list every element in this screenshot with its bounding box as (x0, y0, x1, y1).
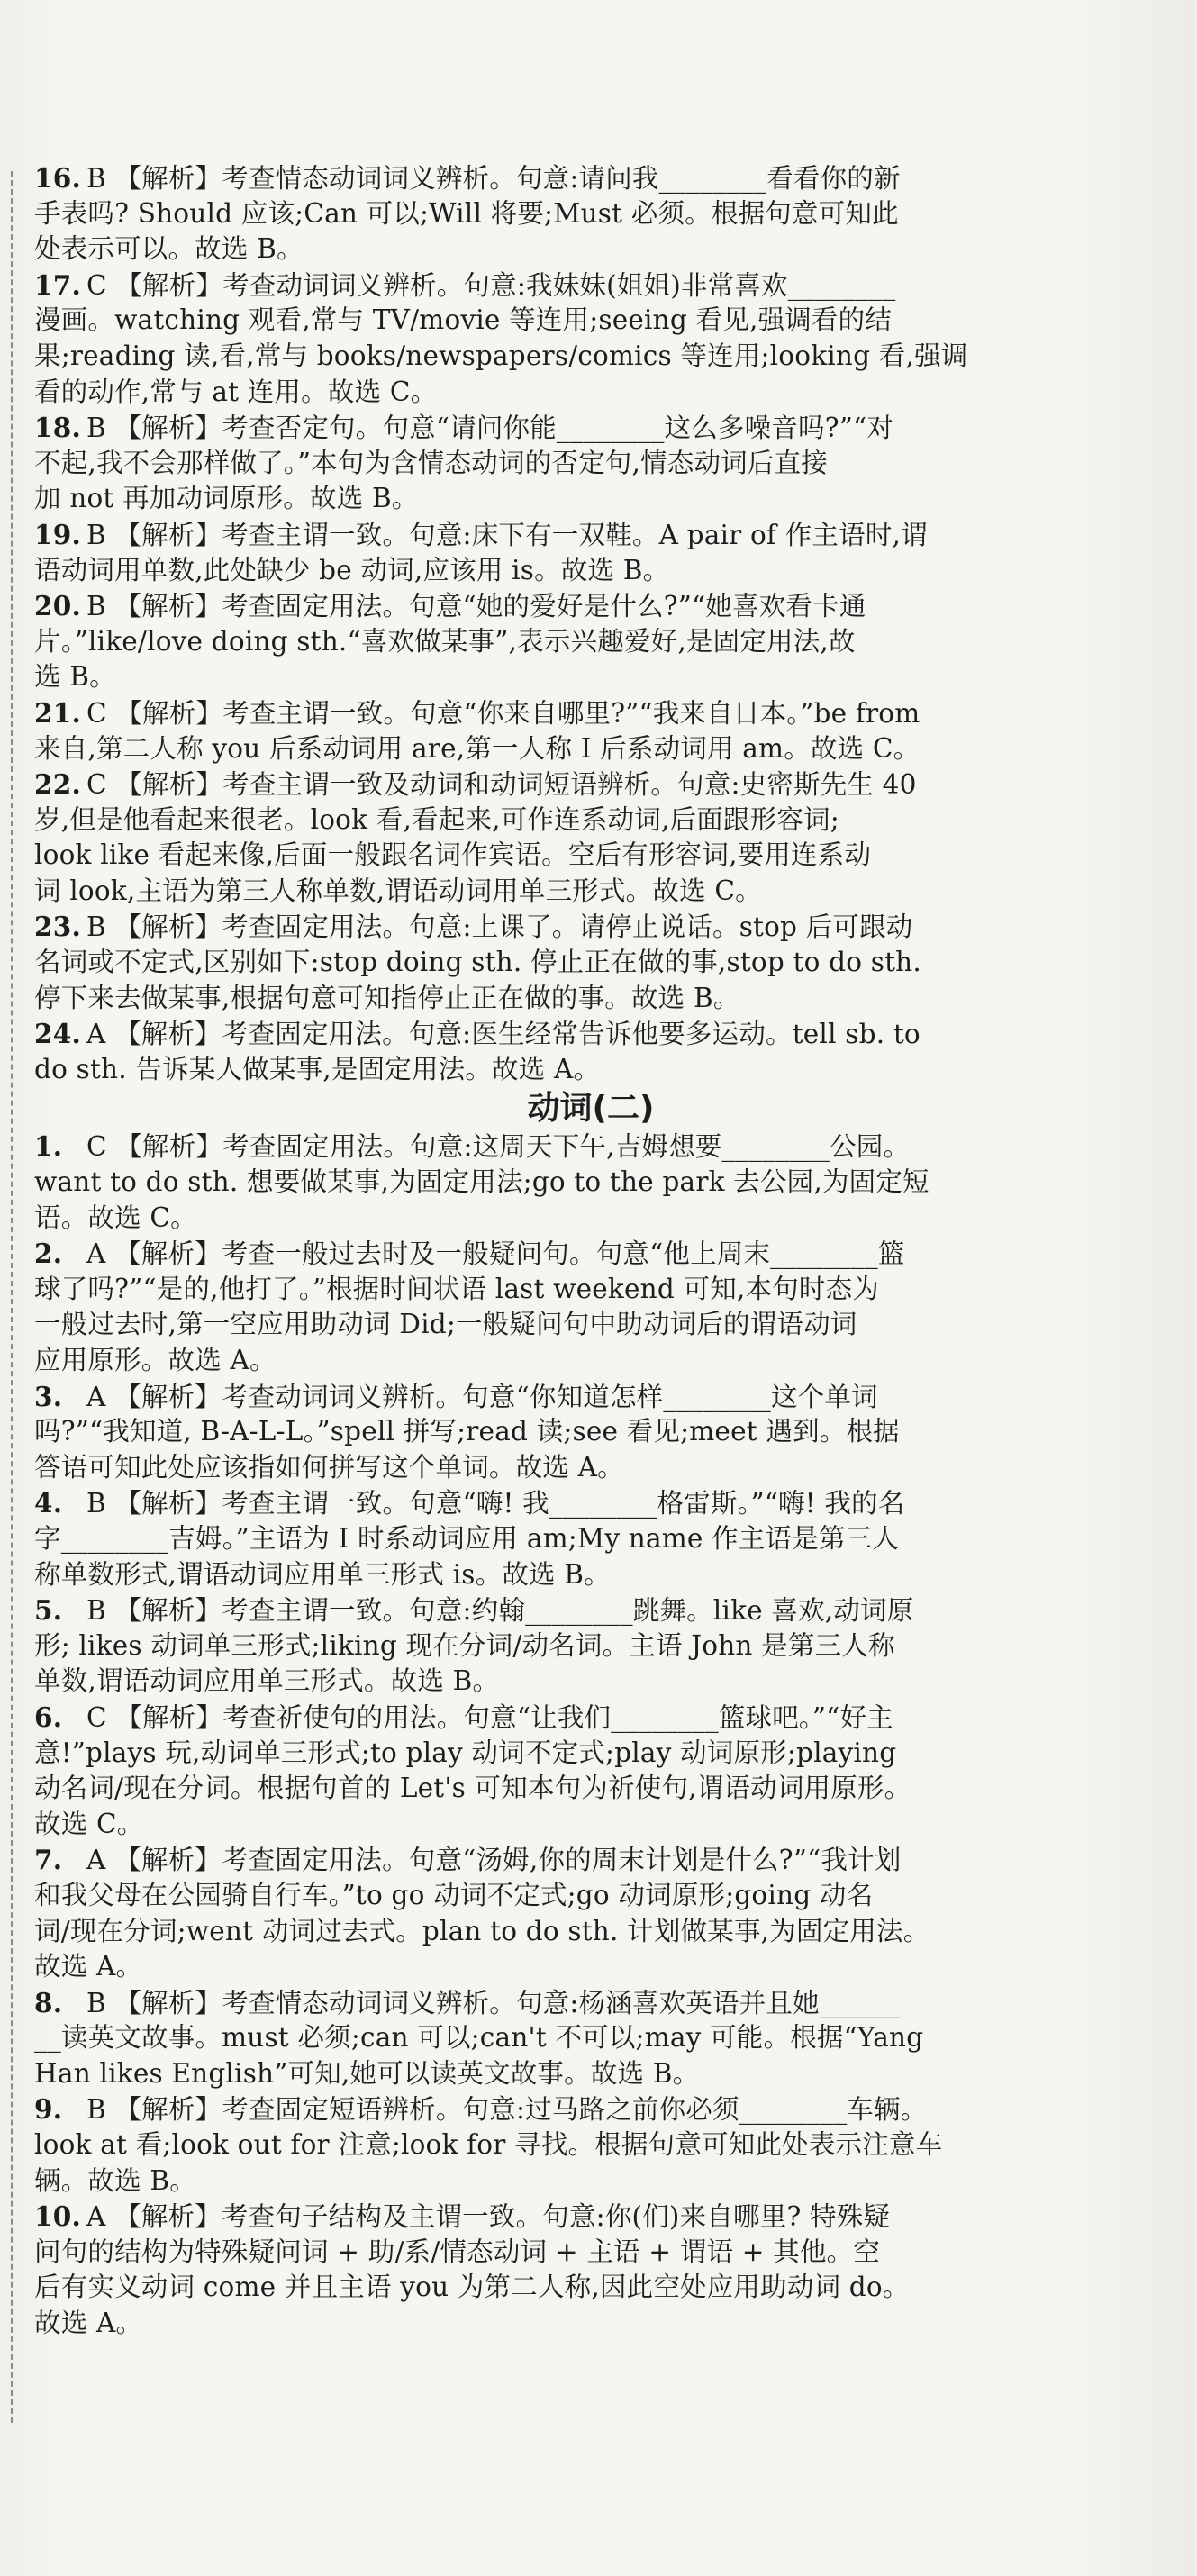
verb-section-two (34, 1129, 1147, 2341)
answer-entry (34, 1379, 1147, 1486)
answer-line (34, 945, 1147, 981)
answer-text: B 【解析】考查固定用法。句意“她的爱好是什么?”“她喜欢看卡通 (86, 591, 866, 622)
question-number: 1. (34, 1130, 63, 1163)
answer-line (34, 1165, 1147, 1201)
answer-line (34, 1842, 1147, 1878)
answer-text: 选 B。 (34, 661, 116, 693)
answer-text: look like 看起来像,后面一般跟名词作宾语。空后有形容词,要用连系动 (34, 839, 872, 871)
answer-text: 停下来去做某事,根据句意可知指停止正在做的事。故选 B。 (34, 982, 740, 1013)
question-number: 23. (34, 911, 81, 943)
answer-line (34, 1664, 1147, 1700)
answer-text: 不起,我不会那样做了。”本句为含情态动词的否定句,情态动词后直接 (34, 447, 828, 478)
answer-text: 手表吗? Should 应该;Can 可以;Will 将要;Must 必须。根据句意可知此 (34, 197, 899, 229)
answer-text: B 【解析】考查主谓一致。句意“嗨! 我________格雷斯。”“嗨! 我的名 (86, 1488, 905, 1519)
answer-line (34, 624, 1147, 660)
answer-line (34, 1914, 1147, 1950)
answer-line (34, 909, 1147, 945)
question-number: 17. (34, 268, 81, 301)
answer-line (34, 1272, 1147, 1308)
answer-line (34, 231, 1147, 268)
answer-line (34, 2306, 1147, 2342)
answer-entry (34, 1700, 1147, 1842)
answer-text: 看的动作,常与 at 连用。故选 C。 (34, 376, 438, 407)
answer-text: 词/现在分词;went 动词过去式。plan to do sth. 计划做某事,为固定用法。 (34, 1915, 930, 1946)
answer-line (34, 2056, 1147, 2092)
answer-entry (34, 588, 1147, 695)
answer-line (34, 695, 1147, 731)
answer-line (34, 410, 1147, 446)
answer-content (34, 160, 1147, 2342)
answer-line (34, 2127, 1147, 2163)
answer-text: 单数,谓语动词应用单三形式。故选 B。 (34, 1665, 500, 1697)
answer-line (34, 1521, 1147, 1557)
question-number: 21. (34, 696, 81, 729)
answer-text: 答语可知此处应该指如何拼写这个单词。故选 A。 (34, 1451, 624, 1483)
answer-line (34, 1129, 1147, 1165)
answer-entry (34, 1016, 1147, 1087)
answer-text: C 【解析】考查动词词义辨析。句意:我妹妹(姐姐)非常喜欢________ (86, 269, 896, 301)
answer-text: B 【解析】考查否定句。句意“请问你能________这么多噪音吗?”“对 (86, 413, 894, 444)
question-number: 3. (34, 1380, 63, 1412)
answer-text: A 【解析】考查动词词义辨析。句意“你知道怎样________这个单词 (86, 1381, 878, 1412)
answer-line (34, 838, 1147, 874)
answer-line (34, 1592, 1147, 1628)
answer-text: 故选 C。 (34, 1808, 144, 1839)
answer-line (34, 268, 1147, 304)
answer-line (34, 588, 1147, 624)
question-number: 19. (34, 518, 81, 550)
answer-line (34, 1557, 1147, 1593)
question-number: 4. (34, 1487, 63, 1519)
fold-dashed-line (11, 171, 13, 2423)
answer-text: 问句的结构为特殊疑问词 + 助/系/情态动词 + 主语 + 谓语 + 其他。空 (34, 2236, 881, 2267)
answer-text: 加 not 再加动词原形。故选 B。 (34, 483, 419, 514)
answer-text: A 【解析】考查固定用法。句意“汤姆,你的周末计划是什么?”“我计划 (86, 1845, 902, 1876)
question-number: 5. (34, 1594, 63, 1627)
answer-text: 名词或不定式,区别如下:stop doing sth. 停止正在做的事,stop to do sth. (34, 947, 921, 978)
answer-line (34, 1414, 1147, 1450)
answer-text: 称单数形式,谓语动词应用单三形式 is。故选 B。 (34, 1558, 611, 1590)
answer-line (34, 1736, 1147, 1772)
answer-line (34, 659, 1147, 695)
answer-text: C 【解析】考查祈使句的用法。句意“让我们________篮球吧。”“好主 (86, 1701, 893, 1733)
answer-entry (34, 410, 1147, 517)
answer-entry (34, 1842, 1147, 1984)
answer-text: C 【解析】考查主谓一致。句意“你来自哪里?”“我来自日本。”be from (86, 697, 920, 729)
answer-entry (34, 1129, 1147, 1236)
answer-text: 应用原形。故选 A。 (34, 1345, 277, 1375)
question-number: 24. (34, 1018, 81, 1050)
answer-text: Han likes English”可知,她可以读英文故事。故选 B。 (34, 2057, 700, 2089)
answer-text: 语。故选 C。 (34, 1202, 197, 1233)
answer-line (34, 1628, 1147, 1664)
answer-line (34, 339, 1147, 375)
answer-line (34, 1343, 1147, 1379)
question-number: 8. (34, 1986, 63, 2018)
answer-text: 后有实义动词 come 并且主语 you 为第二人称,因此空处应用助动词 do。 (34, 2272, 910, 2303)
answer-line (34, 803, 1147, 839)
answer-line (34, 766, 1147, 803)
answer-line (34, 1052, 1147, 1088)
answer-text: look at 看;look out for 注意;look for 寻找。根据句意可知此处表示注意车 (34, 2129, 943, 2161)
answer-text: 吗?”“我知道, B-A-L-L。”spell 拼写;read 读;see 看见;meet 遇到。根据 (34, 1416, 900, 1447)
answer-text: __读英文故事。must 必须;can 可以;can't 不可以;may 可能。根据“Yang (34, 2022, 924, 2054)
question-number: 6. (34, 1701, 63, 1733)
answer-text: 来自,第二人称 you 后系动词用 are,第一人称 I 后系动词用 am。故选 C。 (34, 732, 920, 764)
answer-entry (34, 1485, 1147, 1592)
answer-text: C 【解析】考查固定用法。句意:这周天下午,吉姆想要________公园。 (86, 1131, 911, 1163)
answer-line (34, 160, 1147, 196)
question-number: 9. (34, 2093, 63, 2126)
answer-line (34, 481, 1147, 517)
answer-text: 一般过去时,第一空应用助动词 Did;一般疑问句中助动词后的谓语动词 (34, 1309, 857, 1340)
answer-entry (34, 766, 1147, 909)
answer-entry (34, 517, 1147, 588)
answer-line (34, 1771, 1147, 1807)
answer-text: 故选 A。 (34, 2308, 143, 2339)
question-number: 16. (34, 162, 81, 194)
answer-line (34, 2020, 1147, 2056)
answer-line (34, 553, 1147, 589)
answer-text: B 【解析】考查固定短语辨析。句意:过马路之前你必须________车辆。 (86, 2094, 928, 2126)
answer-line (34, 1201, 1147, 1237)
answer-text: 片。”like/love doing sth.“喜欢做某事”,表示兴趣爱好,是固定用法,故 (34, 625, 856, 657)
answer-text: B 【解析】考查固定用法。句意:上课了。请停止说话。stop 后可跟动 (86, 912, 913, 943)
answer-text: B 【解析】考查情态动词词义辨析。句意:杨涵喜欢英语并且她______ (86, 1987, 901, 2018)
answer-text: 辆。故选 B。 (34, 2164, 196, 2196)
answer-line (34, 2091, 1147, 2127)
answer-entry (34, 1236, 1147, 1378)
answer-line (34, 1700, 1147, 1736)
answer-text: A 【解析】考查句子结构及主谓一致。句意:你(们)来自哪里? 特殊疑 (86, 2201, 891, 2233)
answer-line (34, 196, 1147, 232)
answer-text: 球了吗?”“是的,他打了。”根据时间状语 last weekend 可知,本句时态为 (34, 1273, 879, 1304)
question-number: 2. (34, 1238, 63, 1270)
answer-line (34, 731, 1147, 767)
answer-line (34, 2270, 1147, 2306)
answer-line (34, 874, 1147, 910)
answer-entry (34, 2199, 1147, 2341)
answer-text: want to do sth. 想要做某事,为固定用法;go to the park 去公园,为固定短 (34, 1166, 929, 1198)
answer-text: 形; likes 动词单三形式;liking 现在分词/动名词。主语 John 是第三人称 (34, 1629, 895, 1661)
answer-text: 和我父母在公园骑自行车。”to go 动词不定式;go 动词原形;going 动名 (34, 1879, 874, 1910)
answer-line (34, 375, 1147, 411)
question-number: 7. (34, 1844, 63, 1876)
answer-line (34, 1878, 1147, 1914)
answer-text: 岁,但是他看起来很老。look 看,看起来,可作连系动词,后面跟形容词; (34, 803, 839, 835)
answer-text: 故选 A。 (34, 1951, 143, 1982)
answer-text: 漫画。watching 观看,常与 TV/movie 等连用;seeing 看见,强调看的结 (34, 304, 893, 336)
answer-entry (34, 909, 1147, 1016)
answer-line (34, 1307, 1147, 1343)
answer-line (34, 1949, 1147, 1985)
verb-section-one (34, 160, 1147, 1087)
answer-text: 词 look,主语为第三人称单数,谓语动词用单三形式。故选 C。 (34, 875, 762, 906)
answer-line (34, 2163, 1147, 2200)
answer-text: 语动词用单数,此处缺少 be 动词,应该用 is。故选 B。 (34, 554, 670, 585)
answer-text: B 【解析】考查主谓一致。句意:床下有一双鞋。A pair of 作主语时,谓 (86, 519, 928, 550)
question-number: 18. (34, 412, 81, 444)
question-number: 10. (34, 2200, 81, 2233)
answer-text: B 【解析】考查情态动词词义辨析。句意:请问我________看看你的新 (86, 163, 901, 194)
answer-line (34, 1807, 1147, 1843)
answer-text: 果;reading 读,看,常与 books/newspapers/comics 等连用;looking 看,强调 (34, 340, 968, 371)
section-heading: 动词(二) (527, 1090, 655, 1128)
answer-line (34, 446, 1147, 482)
answer-entry (34, 1985, 1147, 2092)
answer-line (34, 2235, 1147, 2271)
answer-text: 动名词/现在分词。根据句首的 Let's 可知本句为祈使句,谓语动词用原形。 (34, 1773, 911, 1804)
answer-entry (34, 160, 1147, 268)
answer-line (34, 1236, 1147, 1272)
answer-text: 处表示可以。故选 B。 (34, 233, 304, 265)
answer-entry (34, 1592, 1147, 1700)
answer-line (34, 981, 1147, 1017)
answer-line (34, 1379, 1147, 1415)
answer-line (34, 517, 1147, 553)
answer-text: 字________吉姆。”主语为 I 时系动词应用 am;My name 作主语是第三人 (34, 1522, 900, 1554)
answer-line (34, 1016, 1147, 1052)
answer-line (34, 2199, 1147, 2235)
answer-line (34, 303, 1147, 339)
answer-text: C 【解析】考查主谓一致及动词和动词短语辨析。句意:史密斯先生 40 (86, 769, 917, 801)
answer-entry (34, 268, 1147, 410)
answer-line (34, 1485, 1147, 1521)
answer-text: B 【解析】考查主谓一致。句意:约翰________跳舞。like 喜欢,动词原 (86, 1595, 914, 1627)
answer-line (34, 1450, 1147, 1486)
answer-text: 意!”plays 玩,动词单三形式;to play 动词不定式;play 动词原形;playing (34, 1737, 897, 1768)
answer-text: A 【解析】考查固定用法。句意:医生经常告诉他要多运动。tell sb. to (86, 1019, 920, 1050)
answer-entry (34, 695, 1147, 766)
answer-entry (34, 2091, 1147, 2199)
answer-text: A 【解析】考查一般过去时及一般疑问句。句意“他上周末________篮 (86, 1238, 905, 1270)
question-number: 22. (34, 768, 81, 801)
answer-line (34, 1985, 1147, 2021)
question-number: 20. (34, 590, 81, 622)
answer-text: do sth. 告诉某人做某事,是固定用法。故选 A。 (34, 1053, 601, 1084)
